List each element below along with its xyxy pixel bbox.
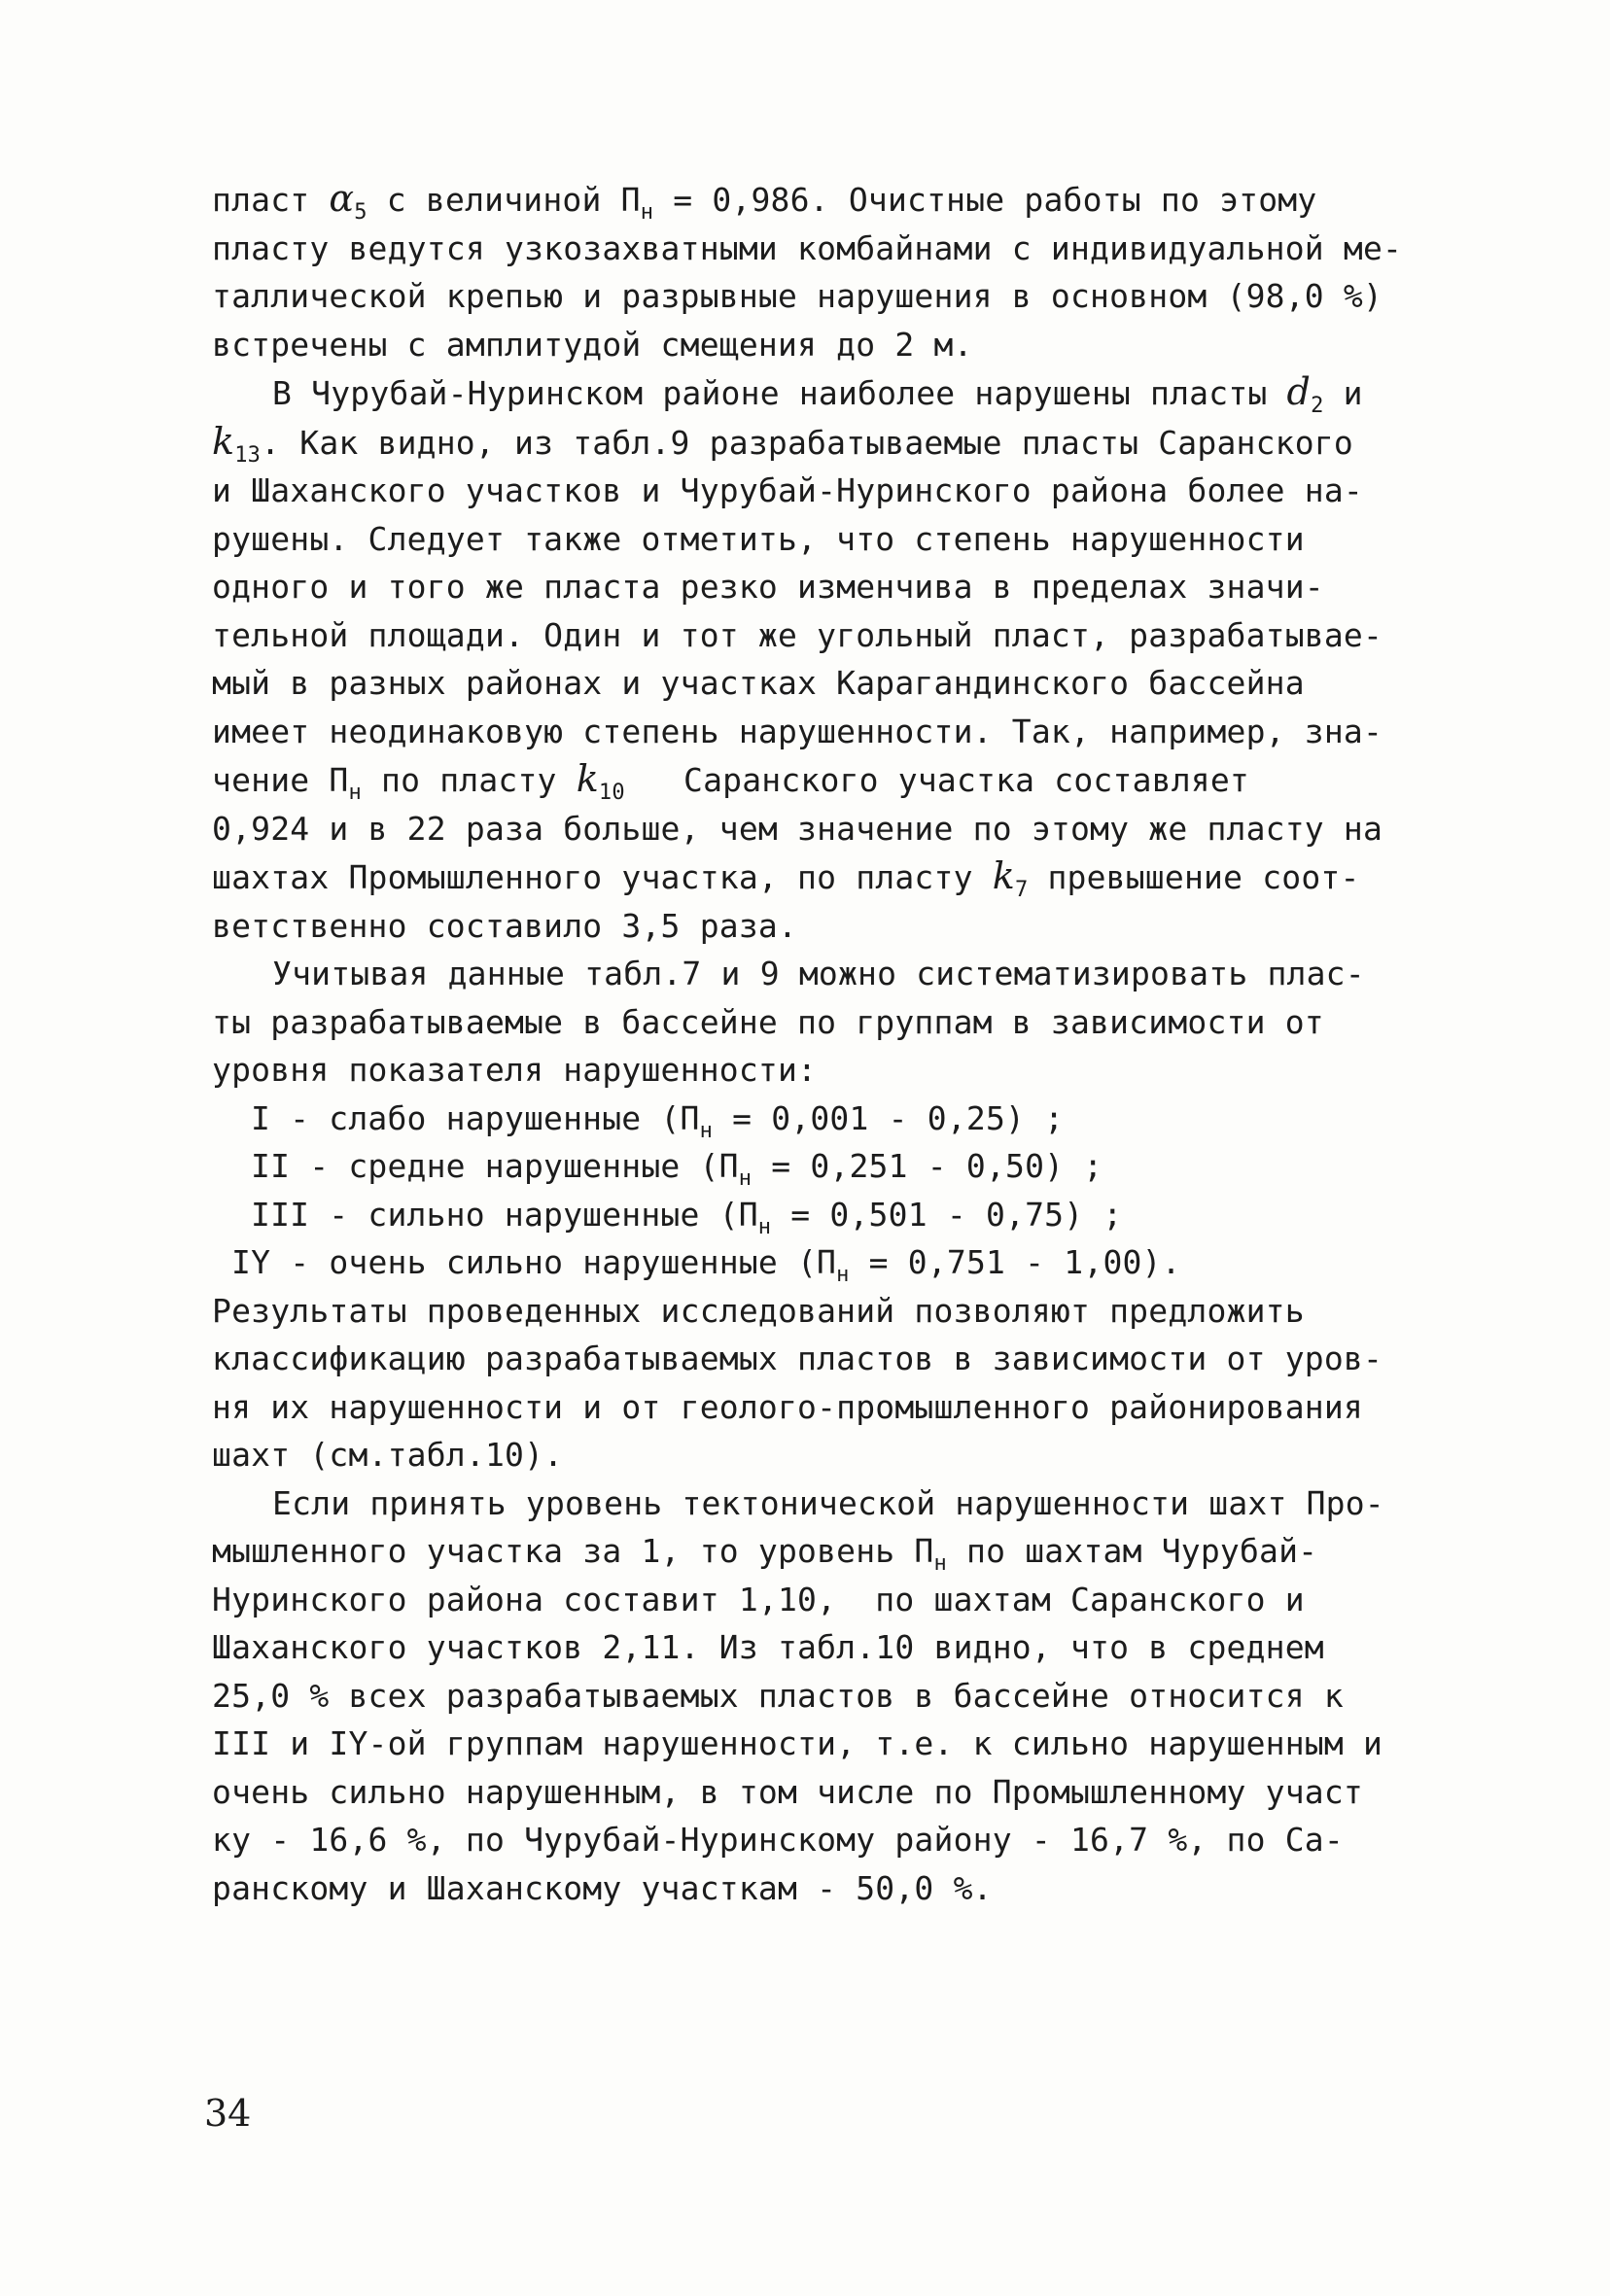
- paragraph-2: [212, 368, 1418, 950]
- text-line: Учитывая данные табл.7 и 9 можно систематизировать плас-: [272, 955, 1365, 992]
- text-line: Результаты проведенных исследований позволяют предложить: [212, 1291, 1305, 1330]
- text-line: мый в разных районах и участках Карагандинского бассейна: [212, 664, 1305, 702]
- text-line: имеет неодинаковую степень нарушенности. Так, например, зна-: [212, 712, 1383, 750]
- text-line: ты разрабатываемые в бассейне по группам в зависимости от: [212, 1002, 1324, 1041]
- text-line: ветственно составило 3,5 раза.: [212, 906, 798, 945]
- group-list: [212, 1095, 1418, 1287]
- text-line: уровня показателя нарушенности:: [212, 1051, 818, 1089]
- paragraph-3: [212, 950, 1418, 1095]
- group-item: II - средне нарушенные $(П_н = 0,251 - 0,50)$ ;: [251, 1147, 1103, 1191]
- text-line: $k_{13}$. Как видно, из табл.9 разрабатываемые пласты Саранского: [212, 419, 1353, 468]
- text-line: ня их нарушенности и от геолого-промышленного районирования: [212, 1387, 1363, 1426]
- paragraph-1: [212, 175, 1418, 368]
- text-line: встречены с амплитудой смещения до 2 м.: [212, 325, 973, 364]
- text-line: Шаханского участков 2,11. Из табл.10 видно, что в среднем: [212, 1628, 1324, 1666]
- text-line: Если принять уровень тектонической нарушенности шахт Про-: [272, 1483, 1384, 1522]
- text-line: шахт (см.табл.10).: [212, 1436, 564, 1474]
- text-line: таллической крепью и разрывные нарушения в основном (98,0 %): [212, 277, 1383, 315]
- text-line: тельной площади. Один и тот же угольный пласт, разрабатывае-: [212, 615, 1383, 654]
- text-line: пласт $\alpha_5$ с величиной $П_н = 0,986$. Очистные работы по этому: [212, 177, 1317, 225]
- text-line: мышленного участка за 1, то уровень $П_н$ по шахтам Чурубай-: [212, 1532, 1318, 1576]
- text-line: чение $П_н$ по пласту $k_{10}$ Саранского участка составляет: [212, 757, 1249, 805]
- page-number: 34: [204, 2092, 252, 2135]
- text-line: ку - 16,6 %, по Чурубай-Нуринскому району - 16,7 %, по Са-: [212, 1821, 1344, 1859]
- text-line: 25,0 % всех разрабатываемых пластов в бассейне относится к: [212, 1676, 1344, 1715]
- group-item: I - слабо нарушенные $(П_н = 0,001 - 0,25)$ ;: [251, 1098, 1065, 1143]
- text-line: классификацию разрабатываемых пластов в зависимости от уров-: [212, 1339, 1383, 1377]
- text-line: рушены. Следует также отметить, что степень нарушенности: [212, 519, 1305, 558]
- text-line: В Чурубай-Нуринском районе наиболее нарушены пласты $d_2$ и: [272, 370, 1363, 418]
- paragraph-4: [212, 1287, 1418, 1479]
- paragraph-5: [212, 1479, 1418, 1913]
- text-line: пласту ведутся узкозахватными комбайнами с индивидуальной ме-: [212, 228, 1403, 267]
- group-item: III - сильно нарушенные $(П_н = 0,501 - 0,75)$ ;: [251, 1195, 1123, 1239]
- text-line: шахтах Промышленного участка, по пласту $k_7$ превышение соот-: [212, 854, 1360, 902]
- text-line: очень сильно нарушенным, в том числе по Промышленному участ: [212, 1772, 1363, 1811]
- text-line: одного и того же пласта резко изменчива в пределах значи-: [212, 568, 1324, 606]
- group-item: IY - очень сильно нарушенные $(П_н = 0,751 - 1,00)$.: [231, 1243, 1181, 1287]
- text-line: III и IY-ой группам нарушенности, т.е. к сильно нарушенным и: [212, 1724, 1383, 1762]
- text-line: ранскому и Шаханскому участкам - 50,0 %.: [212, 1868, 993, 1907]
- text-line: Нуринского района составит 1,10, по шахтам Саранского и: [212, 1580, 1305, 1618]
- text-line: 0,924 и в 22 раза больше, чем значение по этому же пласту на: [212, 809, 1383, 848]
- text-line: и Шаханского участков и Чурубай-Нуринского района более на-: [212, 471, 1363, 509]
- body-text: [212, 175, 1418, 1912]
